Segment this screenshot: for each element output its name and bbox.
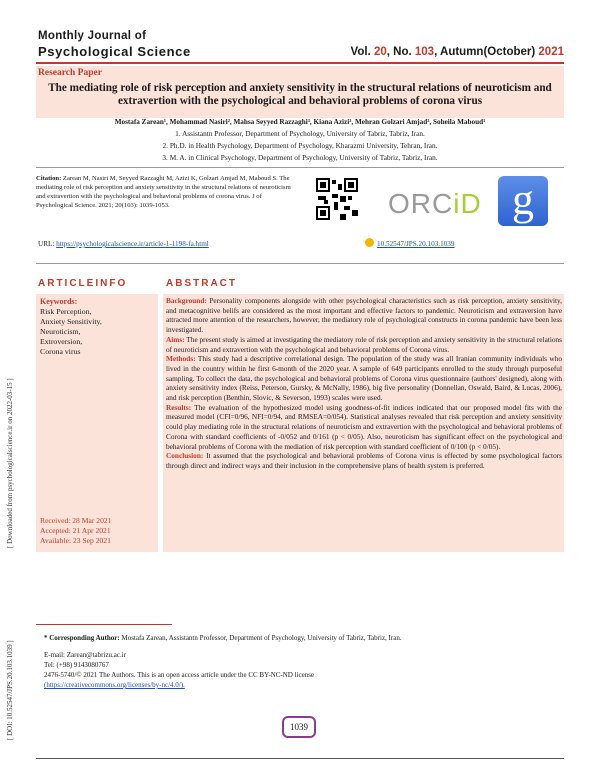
citation-block: Citation: Zarean M, Nasiri M, Seyyed Razzaghi M, Azizi K, Golzari Amjad M, Maboud S. The mediating role of risk perception and anxiety sensitivity in the structural relations of neuroticism and extravertion with the psychological and behavioral problems of corona virus. J of Psychological Science. 2021; 20(103): 1039-1053. <box>36 175 291 209</box>
affiliation-3: 3. M. A. in Clinical Psychology, Department of Psychology, University of Tabriz, Tabriz, Iran. <box>162 153 438 162</box>
footnote-rule <box>36 624 172 625</box>
abstract-text <box>166 296 562 471</box>
journal-name-line1: Monthly Journal of <box>38 30 147 42</box>
abstract-heading: ABSTRACT <box>166 278 237 289</box>
accepted-date: Accepted: 21 Apr 2021 <box>40 526 111 535</box>
orcid-logo: ORCiD <box>388 188 482 219</box>
affiliation-1: 1. Assistantn Professor, Department of Psychology, University of Tabriz, Tabriz, Iran. <box>175 129 425 138</box>
bottom-rule <box>36 758 564 759</box>
author-list: Mostafa Zarean¹, Mohammad Nasiri², Mahsa Seyyed Razzaghi³, Kiana Azizi³, Mehran Golzari Amjad³, Soheila Maboud¹ <box>114 118 486 126</box>
keyword: Anxiety Sensitivity, <box>40 317 102 326</box>
corresponding-author-block: * Corresponding Author: Mostafa Zarean, Assistantn Professor, Department of Psychology, University of Tabriz, Tabriz, Iran. E-mail: Zarean@tabrizu.ac.ir Tel: (+98) 9143080767 2476-5740/© 2021 The Authors. This is an open access article under the CC BY-NC-ND license (https://creativecommons.org/licenses/by-nc/4.0/). <box>44 633 564 690</box>
journal-name-line2: Psychological Science <box>38 44 191 59</box>
side-doi-note: [ DOI: 10.52547/JPS.20.103.1039 ] <box>6 640 14 740</box>
qr-code-icon <box>316 178 358 220</box>
article-info-heading: ARTICLEINFO <box>38 278 128 289</box>
keyword: Neuroticism, <box>40 327 81 336</box>
google-scholar-icon: g <box>498 176 548 226</box>
keyword: Risk Perception, <box>40 307 92 316</box>
abstract-aims: Aims: The present study is aimed at investigating the mediatory role of risk perception and anxiety sensitivity in the structural relations of neuroticism and extravertion with the psychological and behavioral problems of Corona virus. <box>166 334 562 354</box>
affiliation-2: 2. Ph.D. in Health Psychology, Department of Psychology, Kharazmi University, Tehran, Iran. <box>162 141 438 150</box>
keywords-block <box>40 297 102 357</box>
keywords-label: Keywords: <box>40 297 78 306</box>
volume-info: Vol. 20, No. 103, Autumn(October) 2021 <box>350 46 564 58</box>
side-download-note: [ Downloaded from psychologicalscience.ir on 2022-03-15 ] <box>6 378 14 548</box>
license: 2476-5740/© 2021 The Authors. This is an open access article under the CC BY-NC-ND license <box>44 671 315 679</box>
abstract-results: Results: The evaluation of the hypothesized model using goodness-of-fit indices indicated that our proposed model fits with the measured model (CFI=0/96, NFI=0/94, and RMSEA=0/054). Statistical analyses revealed that risk perception and anxiety sensitivity could play mediating role in the structural relations of neuroticism and extravertion with the psychological and behavioral problems of Corona with standard coefficients of -0/052 and 0/161 (p < 0/05). Also, neuroticism has significant effect on the psychological and behavioral problems of Corona with the mediation of risk perception with standard coefficient of 0/100 (p < 0/05). <box>166 402 562 451</box>
telephone: Tel: (+98) 9143080767 <box>44 661 109 669</box>
header-rule <box>36 62 564 64</box>
article-title: The mediating role of risk perception and anxiety sensitivity in the structural relations of neuroticism and extravertion with the psychological and behavioral problems of corona virus <box>48 82 552 107</box>
dates-block <box>40 516 112 546</box>
abstract-conclusion: Conclusion: It assumed that the psychological and behavioral problems of Corona virus is effected by some psychological factors through direct and indirect ways and their inclusion in the comprehensive plans of health system is preferred. <box>166 451 562 470</box>
abstract-background: Background: Personality components alongside with other psychological characteristics such as risk perception, anxiety sensitivity, and metacognitive belifs are considered as the most important and effective factors to pandemic. Neuroticism and extraversion have attracted more attention of the researchers, however, the mediatory role of psychological constructs in corona pandemic have been less investigated. <box>166 296 562 335</box>
doi-link-row <box>365 238 454 248</box>
divider <box>36 263 564 264</box>
article-type: Research Paper <box>38 68 102 78</box>
doi-link[interactable]: 10.52547/JPS.20.103.1039 <box>377 240 455 248</box>
doi-icon <box>365 238 374 247</box>
license-link[interactable]: (https://creativecommons.org/licenses/by-nc/4.0/). <box>44 681 185 689</box>
abstract-methods: Methods: This study had a descriptive correlational design. The population of the study was all Iranian community individuals who lived in the country within he first 6-month of the 2020 year. A sample of 649 participants enrolled to the study through purposeful sampling. To collect the data, the psychological and behavioral problems of Corona virus questionnaire (authors' designed), along with anxiety sensitivity index (Reiss, Peterson, Gursky, & McNally, 1986), big five personality (Donnellan, Oswald, Baird, & Lucas, 2006), and risk perception (Benthin, Slovic, & Severson, 1993) scales were used. <box>166 354 562 403</box>
keyword: Extroversion, <box>40 337 83 346</box>
received-date: Received: 28 Mar 2021 <box>40 516 112 525</box>
email: E-mail: Zarean@tabrizu.ac.ir <box>44 651 127 659</box>
divider <box>36 167 564 168</box>
url-link[interactable]: https://psychologicalscience.ir/article-1-1198-fa.html <box>56 240 209 248</box>
article-url: URL: https://psychologicalscience.ir/article-1-1198-fa.html <box>38 240 209 248</box>
keyword: Corona virus <box>40 347 81 356</box>
available-date: Available: 23 Sep 2021 <box>40 536 111 545</box>
page-number: 1039 <box>282 716 316 738</box>
